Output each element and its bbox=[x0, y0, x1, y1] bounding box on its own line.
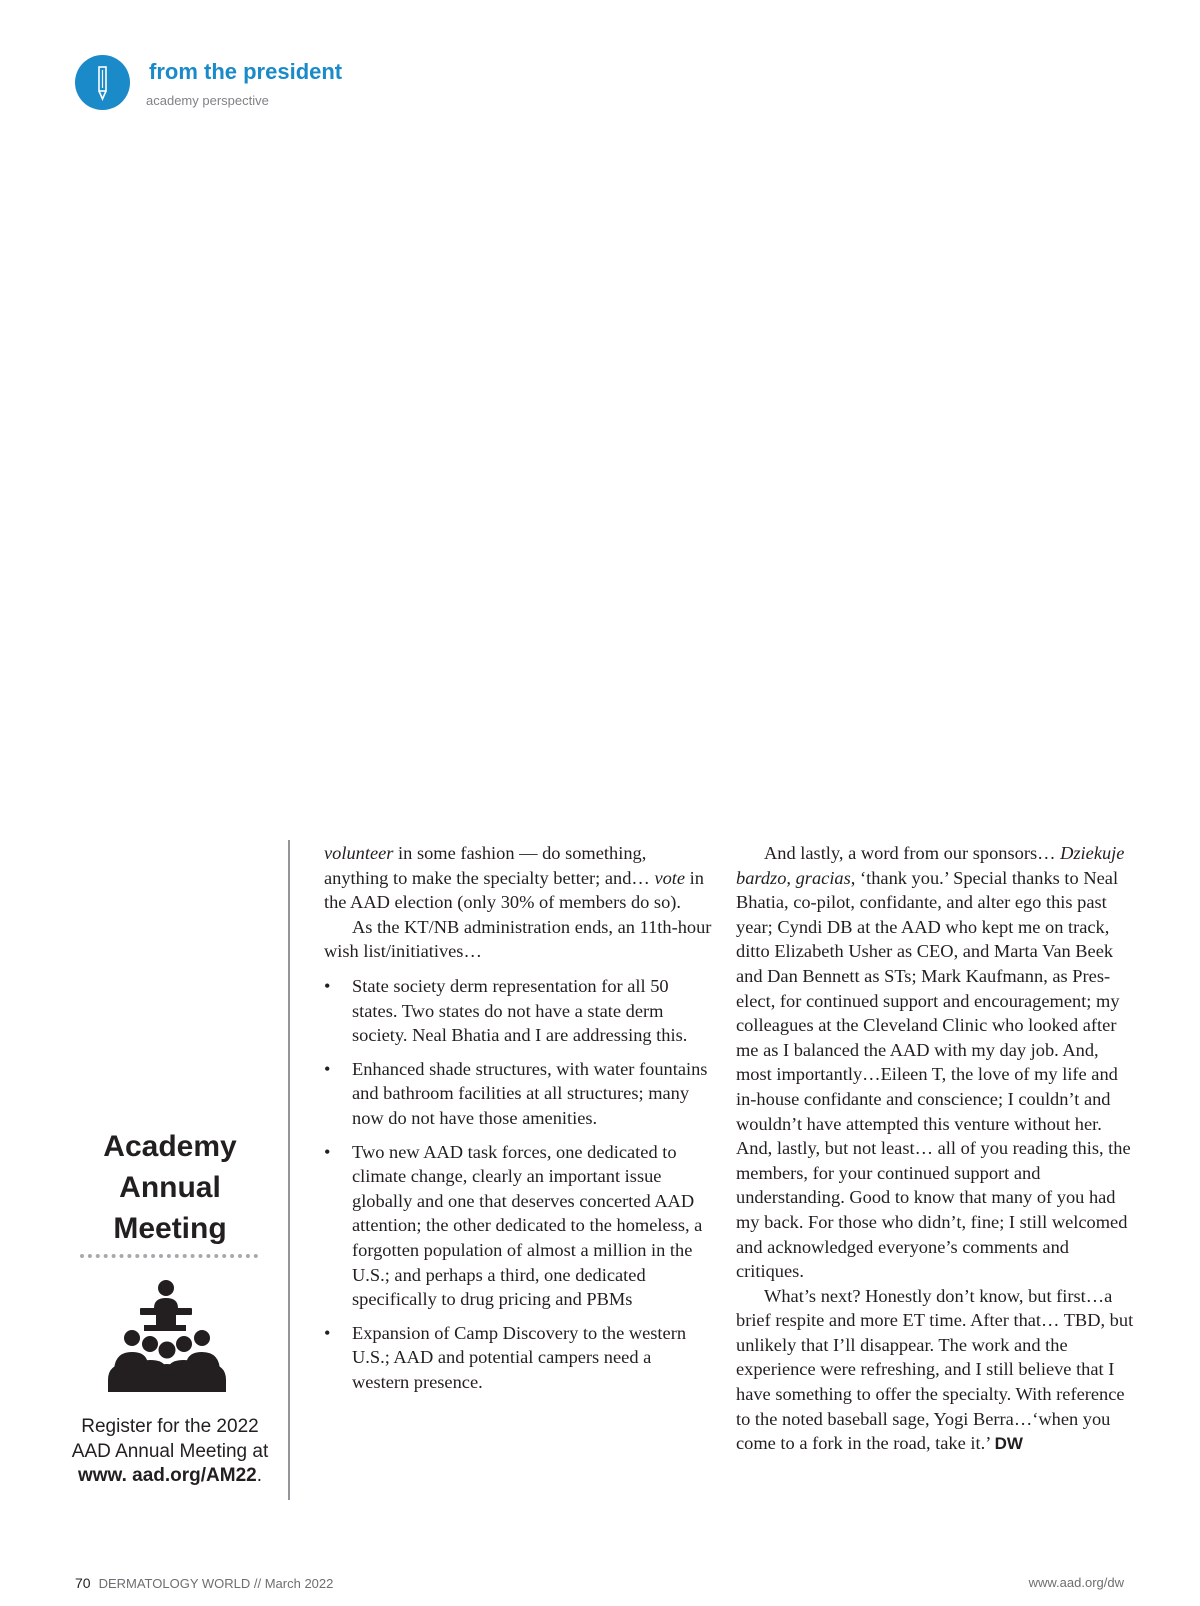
italic-word: volunteer bbox=[324, 843, 394, 863]
audience-podium-icon bbox=[100, 1280, 238, 1392]
bullet-icon: • bbox=[324, 1058, 331, 1079]
wish-list bbox=[324, 974, 712, 1395]
sidebar-title-line: Academy bbox=[103, 1130, 237, 1163]
list-item bbox=[324, 1140, 712, 1312]
list-item bbox=[324, 974, 712, 1048]
pencil-icon bbox=[75, 55, 130, 110]
text-run: And lastly, a word from our sponsors… bbox=[764, 843, 1056, 863]
section-subtitle: academy perspective bbox=[146, 93, 269, 108]
list-item-text: Expansion of Camp Discovery to the western U.S.; AAD and potential campers need a western presence. bbox=[352, 1322, 687, 1392]
article-column-2 bbox=[736, 841, 1136, 1457]
paragraph bbox=[324, 841, 712, 915]
sidebar-register-text bbox=[60, 1415, 280, 1489]
bullet-icon: • bbox=[324, 1322, 331, 1343]
list-item-text: Enhanced shade structures, with water fountains and bathroom facilities at all structures; many now do not have those amenities. bbox=[352, 1058, 708, 1128]
sidebar-title bbox=[60, 1126, 280, 1249]
text-run: , ‘thank you.’ Special thanks to Neal Bhatia, co-pilot, confidante, and alter ego this past year; Cyndi DB at the AAD who kept me on track, ditto Elizabeth Usher as CEO, and Marta Van Beek and Dan Bennett as STs; Mark Kaufmann, as Pres-elect, for continued support and encouragement; my colleagues at the Cleveland Clinic who looked after me as I balanced the AAD with my day job. And, most importantly…Eileen T, the love of my life and in-house confidante and conscience; I couldn’t and wouldn’t have attempted this venture without her. And, lastly, but not least… all of you reading this, the members, for your continued support and understanding. Good to know that many of you had my back. For those who didn’t, fine; I still welcomed and acknowledged everyone’s comments and critiques. bbox=[736, 867, 1131, 1282]
sidebar-title-line: Annual bbox=[119, 1171, 221, 1204]
footer-left bbox=[75, 1575, 333, 1591]
italic-phrase: Dziekuje bardzo, gracias bbox=[736, 843, 1125, 888]
list-item bbox=[324, 1057, 712, 1131]
dotted-divider bbox=[80, 1254, 258, 1258]
text-run: in some fashion — do something, anything to make the specialty better; and… bbox=[324, 843, 650, 888]
section-logo bbox=[75, 55, 130, 110]
register-text: Register for the 2022 AAD Annual Meeting at bbox=[71, 1416, 269, 1462]
register-link[interactable]: www. aad.org/AM22 bbox=[77, 1465, 257, 1486]
text-run: What’s next? Honestly don’t know, but first…a brief respite and more ET time. After that… TBD, but unlikely that I’ll disappear. The work and the experience were refreshing, and I still believe that I have something to offer the specialty. With reference to the noted baseball sage, Yogi Berra…‘when you come to a fork in the road, take it.’ bbox=[736, 1285, 1134, 1454]
text-run: in the AAD election (only 30% of members do so). bbox=[324, 867, 704, 913]
italic-word: vote bbox=[654, 867, 686, 888]
list-item-text: State society derm representation for all 50 states. Two states do not have a state derm society. Neal Bhatia and I are addressing this. bbox=[352, 975, 688, 1046]
bullet-icon: • bbox=[324, 975, 331, 996]
footer-url[interactable]: www.aad.org/dw bbox=[1028, 1575, 1124, 1590]
paragraph bbox=[736, 841, 1136, 1284]
article-column-1 bbox=[324, 841, 712, 1403]
register-end: . bbox=[256, 1465, 263, 1486]
paragraph: As the KT/NB administration ends, an 11th-hour wish list/initiatives… bbox=[324, 916, 712, 962]
bullet-icon: • bbox=[324, 1141, 331, 1162]
list-item-text: Two new AAD task forces, one dedicated to climate change, clearly an important issue globally and one that deserves concerted AAD attention; the other dedicated to the homeless, a forgotten population of almost a million in the U.S.; and perhaps a third, one dedicated specifically to drug pricing and PBMs bbox=[352, 1141, 703, 1310]
page-number: 70 bbox=[75, 1575, 91, 1591]
vertical-rule bbox=[288, 840, 290, 1500]
list-item bbox=[324, 1321, 712, 1395]
sidebar-title-line: Meeting bbox=[113, 1212, 227, 1245]
publication-name: DERMATOLOGY WORLD // March 2022 bbox=[98, 1576, 334, 1591]
author-signature: DW bbox=[994, 1434, 1023, 1454]
paragraph bbox=[736, 1284, 1136, 1457]
section-title: from the president bbox=[149, 59, 343, 84]
